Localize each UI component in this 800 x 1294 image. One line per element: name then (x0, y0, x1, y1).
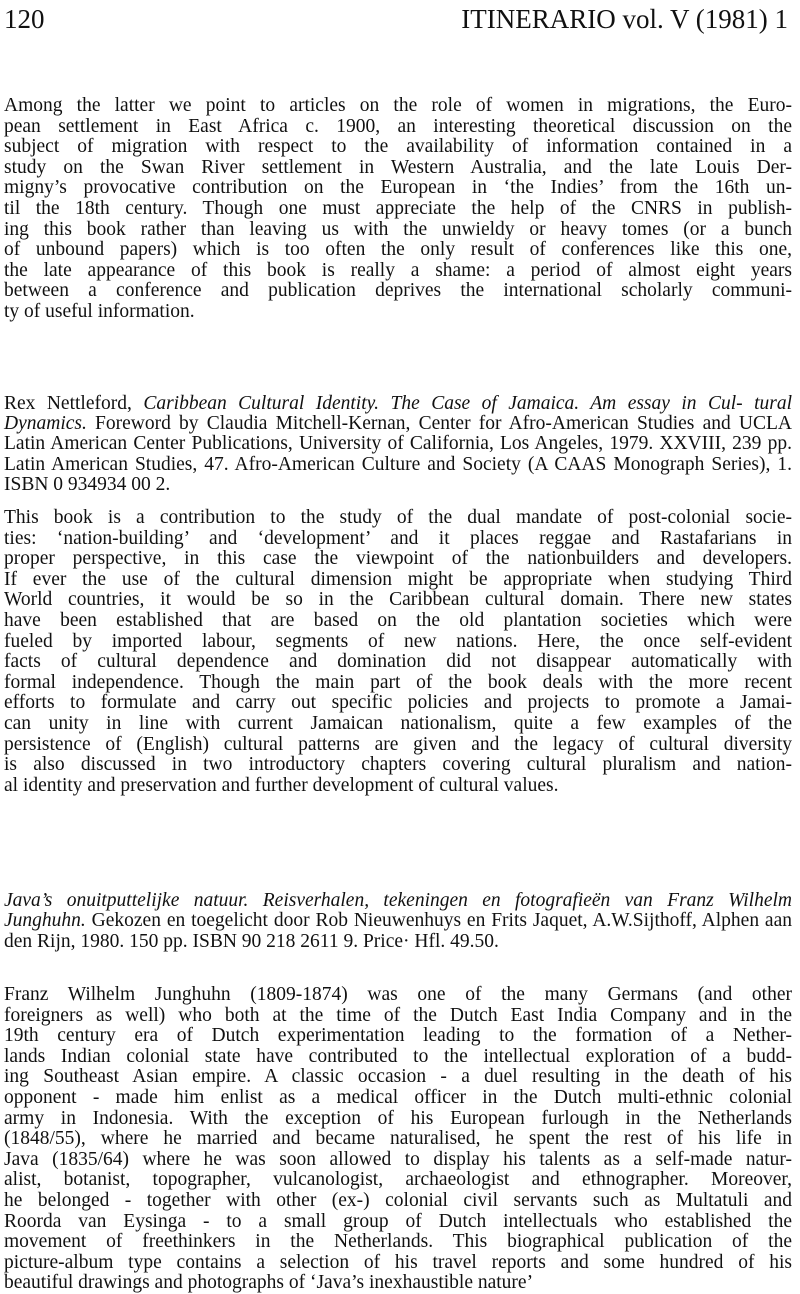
text-line: World countries, it would be so in the Caribbean cultural domain. There new states (4, 590, 792, 611)
text-line: alist, botanist, topographer, vulcanologist, archaeologist and ethnographer. Moreover, (4, 1170, 792, 1191)
text-line: til the 18th century. Though one must appreciate the help of the CNRS in publish- (4, 198, 792, 219)
text-line: the late appearance of this book is really a shame: a period of almost eight years (4, 260, 792, 281)
text-line: efforts to formulate and carry out specific policies and projects to promote a Jamai- (4, 693, 792, 714)
text-line: Java (1835/64) where he was soon allowed to display his talents as a self-made natur- (4, 1149, 792, 1170)
review-publication-details: Foreword by Claudia Mitchell-Kernan, Center for Afro-American Studies and UCLA Latin American Center Publications, University of California, Los Angeles, 1979. XXVIII, 239 pp. Latin American Studies, 47. Afro-American Culture and Society (A CAAS Monograph Series), 1. ISBN 0 934934 00 2. (4, 413, 792, 495)
text-line: ing this book rather than leaving us with the unwieldy or heavy tomes (or a bunch (4, 219, 792, 240)
text-line: formal independence. Though the main part of the book deals with the more recent (4, 672, 792, 693)
journal-title: ITINERARIO vol. V (1981) 1 (461, 4, 788, 34)
text-line: 19th century era of Dutch experimentation leading to the formation of a Nether- (4, 1026, 792, 1047)
text-line: can unity in line with current Jamaican nationalism, quite a few examples of the (4, 713, 792, 734)
review-heading-java (4, 891, 792, 952)
text-line: pean settlement in East Africa c. 1900, an interesting theoretical discussion on the (4, 116, 792, 137)
text-line: lands Indian colonial state have contributed to the intellectual exploration of a budd- (4, 1046, 792, 1067)
text-line: subject of migration with respect to the availability of information contained in a (4, 137, 792, 158)
review-title: Java’s onuitputtelijke natuur. Reisverhalen, tekeningen en fotografieën van Franz Wilhelm Junghuhn. (4, 890, 792, 932)
text-line: he belonged - together with other (ex-) colonial civil servants such as Multatuli and (4, 1190, 792, 1211)
review-author: Rex Nettleford, (4, 393, 132, 414)
text-line: (1848/55), where he married and became naturalised, he spent the rest of his life in (4, 1129, 792, 1150)
text-line: opponent - made him enlist as a medical officer in the Dutch multi-ethnic colonial (4, 1087, 792, 1108)
review-title: Caribbean Cultural Identity. The Case of Jamaica. Am essay in Cul- tural Dynamics. (4, 393, 793, 435)
text-line: movement of freethinkers in the Netherlands. This biographical publication of the (4, 1232, 792, 1253)
text-line: beautiful drawings and photographs of ‘Java’s inexhaustible nature’ (4, 1273, 534, 1294)
text-line: persistence of (English) cultural patterns are given and the legacy of cultural diversity (4, 734, 792, 755)
page-number: 120 (4, 4, 45, 34)
text-line: picture-album type contains a selection of his travel reports and some hundred of his (4, 1252, 792, 1273)
text-line: ing Southeast Asian empire. A classic occasion - a duel resulting in the death of his (4, 1067, 792, 1088)
text-line: study on the Swan River settlement in Western Australia, and the late Louis Der- (4, 157, 792, 178)
text-line: fueled by imported labour, segments of new nations. Here, the once self-evident (4, 631, 792, 652)
text-line: proper perspective, in this case the viewpoint of the nationbuilders and developers. (4, 549, 792, 570)
text-line: al identity and preservation and further development of cultural values. (4, 775, 559, 796)
text-line: between a conference and publication deprives the international scholarly communi- (4, 281, 792, 302)
review-publication-details: Gekozen en toegelicht door Rob Nieuwenhuys en Frits Jaquet, A.W.Sijthoff, Alphen aan den Rijn, 1980. 150 pp. ISBN 90 218 2611 9. Price· Hfl. 49.50. (4, 910, 792, 952)
text-line: of unbound papers) which is too often the only result of conferences like this one, (4, 240, 792, 261)
text-line: This book is a contribution to the study of the dual mandate of post-colonial socie- (4, 508, 792, 528)
text-line: foreigners as well) who both at the time of the Dutch East India Company and in the (4, 1005, 792, 1026)
text-line: ties: ‘nation-building’ and ‘development’ and it places reggae and Rastafarians in (4, 528, 792, 549)
review-heading-caribbean (4, 394, 792, 495)
text-line: Among the latter we point to articles on the role of women in migrations, the Euro- (4, 96, 792, 116)
review-body-caribbean (4, 508, 792, 796)
running-head (4, 2, 788, 36)
text-line: have been established that are based on the old plantation societies which were (4, 610, 792, 631)
text-line: facts of cultural dependence and domination did not disappear automatically with (4, 652, 792, 673)
text-line: ty of useful information. (4, 301, 195, 322)
text-line: army in Indonesia. With the exception of his European furlough in the Netherlands (4, 1108, 792, 1129)
text-line: Franz Wilhelm Junghuhn (1809-1874) was one of the many Germans (and other (4, 985, 792, 1005)
text-line: is also discussed in two introductory chapters covering cultural pluralism and nation- (4, 755, 792, 776)
text-line: If ever the use of the cultural dimension might be appropriate when studying Third (4, 569, 792, 590)
text-line: Roorda van Eysinga - to a small group of Dutch intellectuals who established the (4, 1211, 792, 1232)
closing-paragraph (4, 96, 792, 323)
text-line: migny’s provocative contribution on the European in ‘the Indies’ from the 16th un- (4, 178, 792, 199)
review-body-java (4, 985, 792, 1294)
